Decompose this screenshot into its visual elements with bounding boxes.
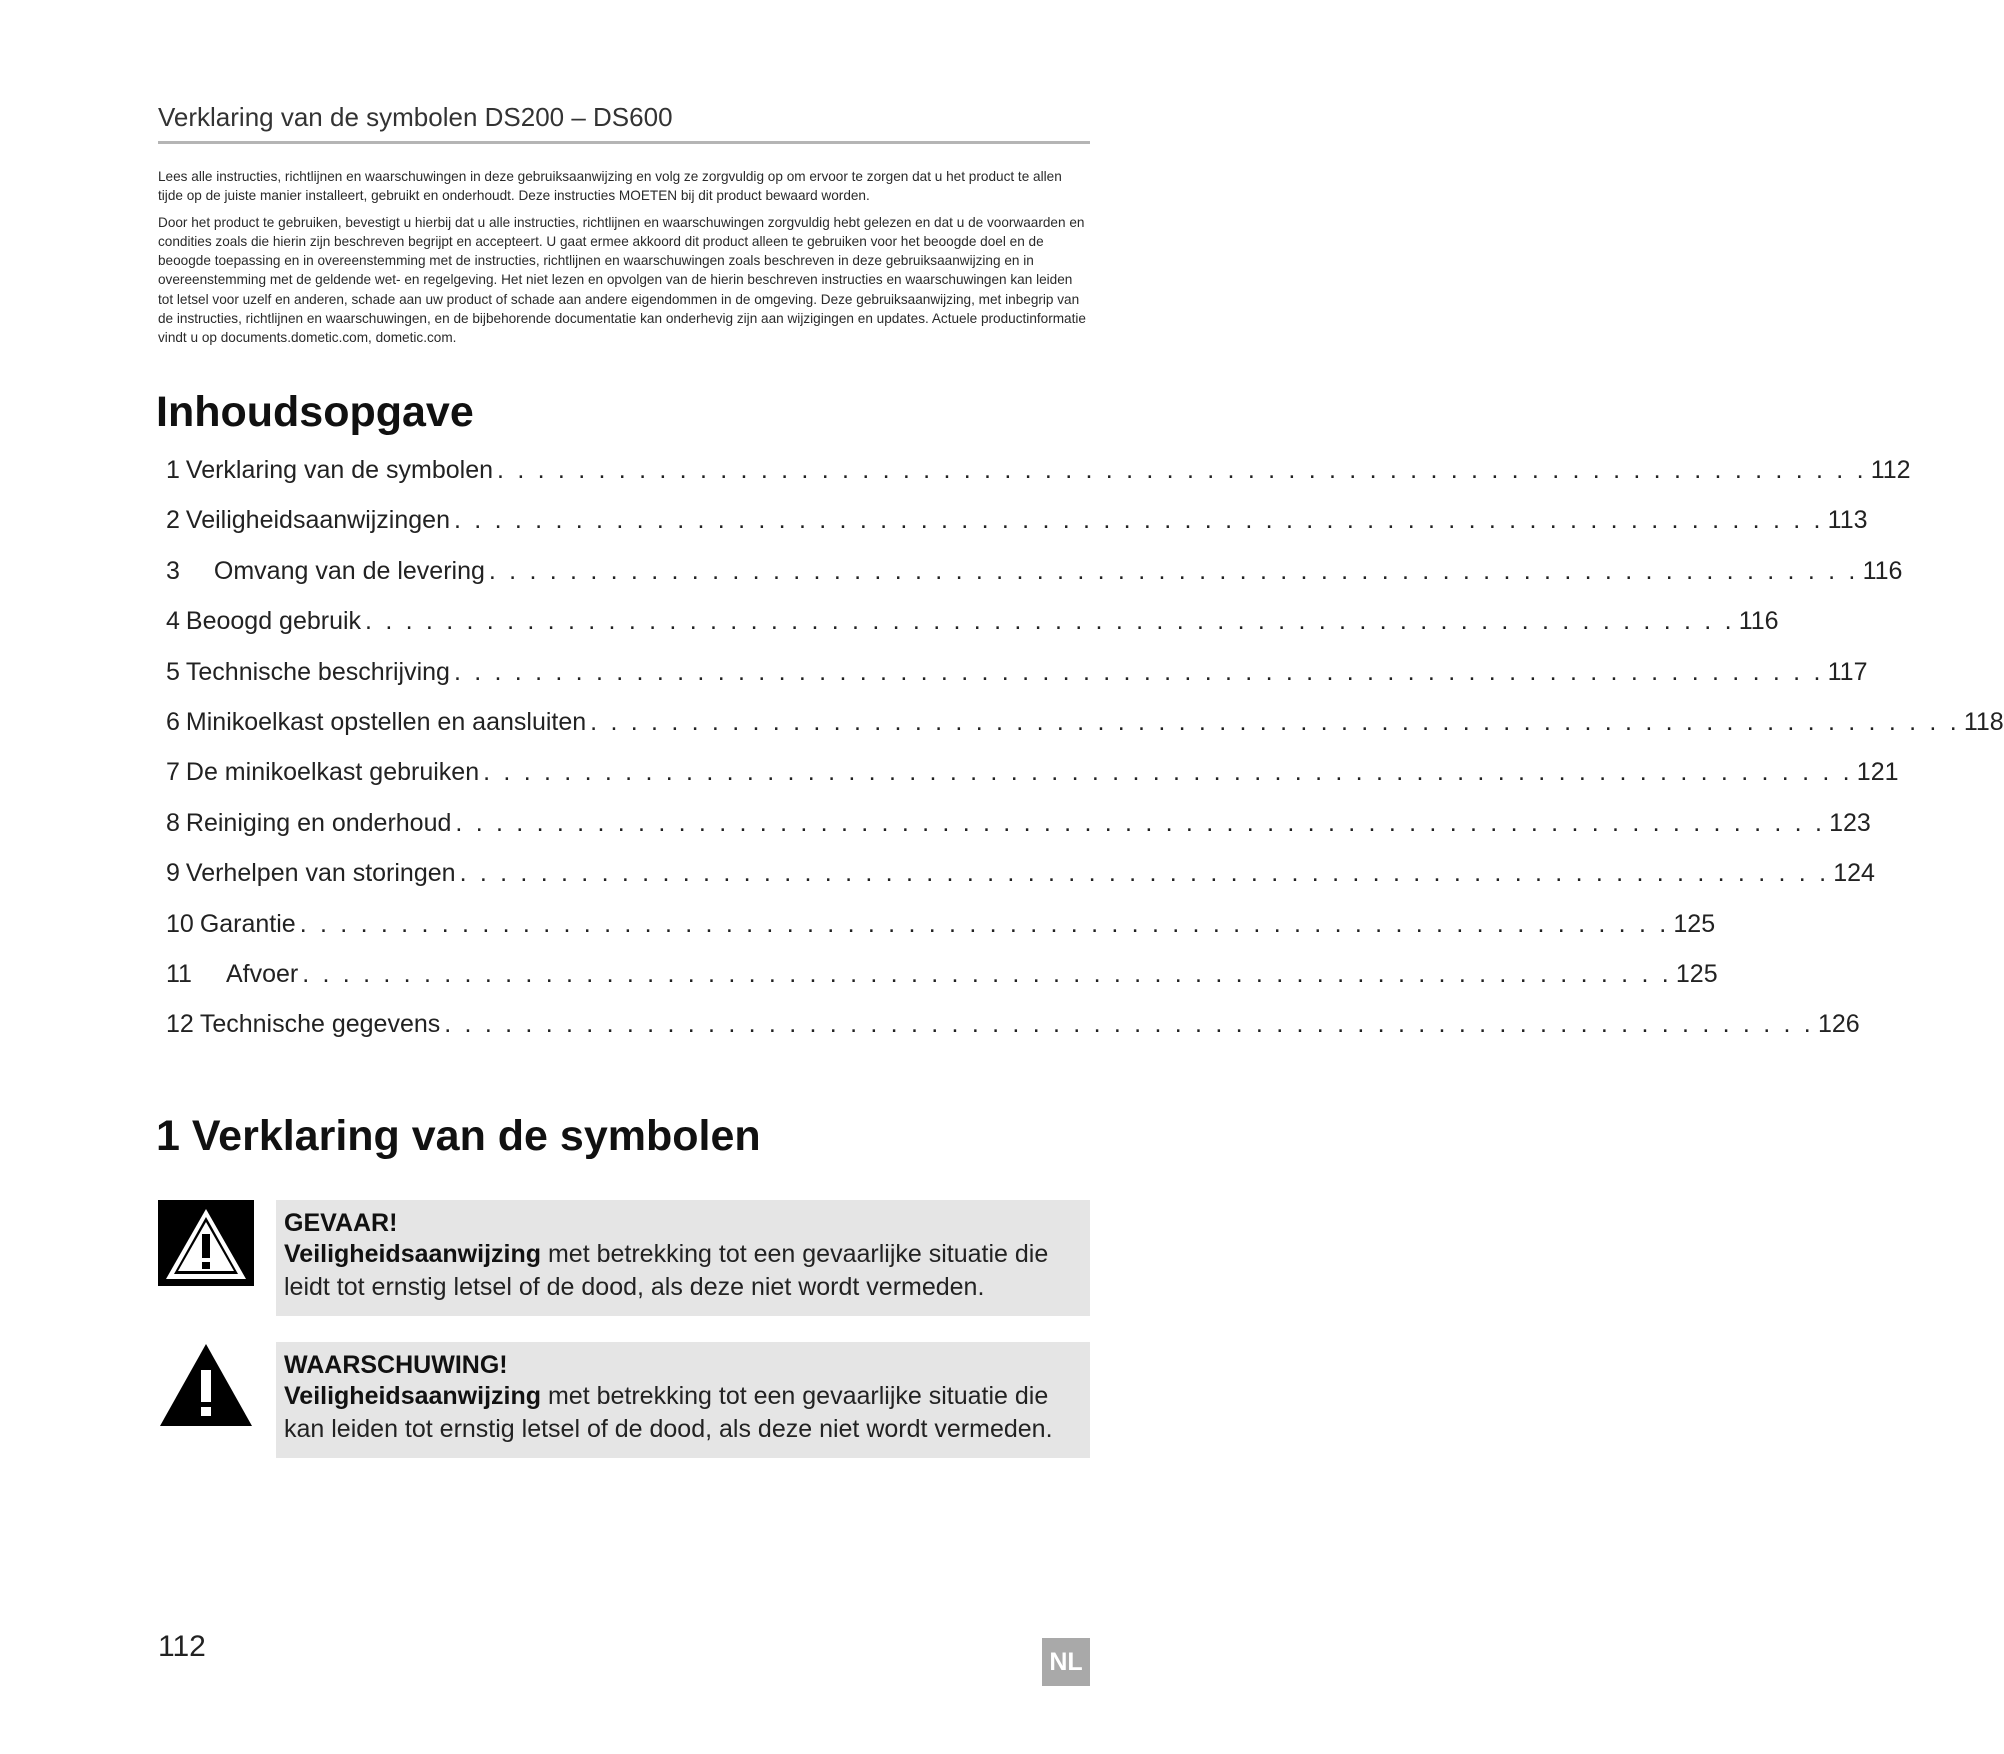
running-header: Verklaring van de symbolen DS200 – DS600	[158, 102, 1090, 144]
toc-item-page: 125	[1673, 909, 1716, 938]
toc-item-label: Garantie	[199, 909, 296, 938]
toc-item[interactable]	[166, 858, 1875, 908]
toc-item-page: 118	[1963, 707, 2004, 736]
intro-paragraph-1: Lees alle instructies, richtlijnen en waarschuwingen in deze gebruiksaanwijzing en volg ze zorgvuldig op om ervoor te zorgen dat u het product te allen tijde op de juiste manier installeert, gebruikt en onderhoudt. Deze instructies MOETEN bij dit product bewaard worden.	[158, 169, 1062, 204]
toc-item[interactable]	[166, 757, 1899, 807]
warning-triangle-icon	[158, 1342, 254, 1428]
toc-leader-dots: . . . . . . . . . . . . . . . . . . . . . . . . . . . . . . . . . . . . . . . . . . . . . . . . . . . . . . . . . . . . . . . . . . . .	[453, 506, 1824, 535]
toc-item-number: 2	[166, 506, 180, 535]
danger-text	[284, 1238, 1080, 1304]
toc-leader-dots: . . . . . . . . . . . . . . . . . . . . . . . . . . . . . . . . . . . . . . . . . . . . . . . . . . . . . . . . . . . . . . . . . . . .	[365, 607, 1735, 636]
toc-item[interactable]	[166, 455, 1911, 505]
danger-notice-box	[276, 1200, 1090, 1316]
warning-label: WAARSCHUWING!	[284, 1351, 508, 1379]
section-title: 1 Verklaring van de symbolen	[156, 1112, 761, 1160]
warning-text-bold: Veiligheidsaanwijzing	[284, 1382, 542, 1410]
danger-label: GEVAAR!	[284, 1209, 398, 1237]
intro-paragraph-2: Door het product te gebruiken, bevestigt u hierbij dat u alle instructies, richtlijnen en waarschuwingen zorgvuldig hebt gelezen en dat u de voorwaarden en condities zoals die hierin zijn beschreven begrijpt en accepteert. U gaat ermee akkoord dit product alleen te gebruiken voor het beoogde doel en de beoogde toepassing en in overeenstemming met de instructies, richtlijnen en waarschuwingen zoals beschreven in deze gebruiksaanwijzing en in overeenstemming met de geldende wet- en regelgeving. Het niet lezen en opvolgen van de hierin beschreven instructies en waarschuwingen kan leiden tot letsel voor uzelf en anderen, schade aan uw product of schade aan andere eigendommen in de omgeving. Deze gebruiksaanwijzing, met inbegrip van de instructies, richtlijnen en waarschuwingen, en de bijbehorende documentatie kan onderhevig zijn aan wijzigingen en updates. Actuele productinformatie vindt u op documents.dometic.com, dometic.com.	[158, 214, 1086, 346]
toc-leader-dots: . . . . . . . . . . . . . . . . . . . . . . . . . . . . . . . . . . . . . . . . . . . . . . . . . . . . . . . . . . . . . . . . . . . .	[488, 556, 1859, 585]
toc-item-number: 4	[166, 607, 180, 636]
toc-item-label: De minikoelkast gebruiken	[185, 758, 480, 787]
toc-item-label: Omvang van de levering	[213, 556, 485, 585]
toc-item-number: 12	[166, 1010, 194, 1039]
toc-item-label: Reiniging en onderhoud	[185, 808, 452, 837]
toc-item-label: Verhelpen van storingen	[185, 859, 456, 888]
language-badge: NL	[1042, 1638, 1090, 1686]
toc-item-page: 112	[1870, 456, 1911, 484]
toc-item-label: Technische beschrijving	[185, 657, 450, 686]
toc-item-number: 8	[166, 808, 180, 837]
toc-item[interactable]	[166, 707, 2004, 757]
warning-text-body: met betrekking tot een gevaarlijke situatie die kan leiden tot ernstig letsel of de dood, als deze niet wordt vermeden.	[284, 1382, 1053, 1443]
toc-item[interactable]	[166, 909, 1716, 959]
toc-item-page: 125	[1675, 959, 1718, 988]
toc-leader-dots: . . . . . . . . . . . . . . . . . . . . . . . . . . . . . . . . . . . . . . . . . . . . . . . . . . . . . . . . . . . . . . . . . . . .	[483, 758, 1853, 787]
danger-text-body: met betrekking tot een gevaarlijke situatie die leidt tot ernstig letsel of de dood, als deze niet wordt vermeden.	[284, 1240, 1049, 1301]
warning-text	[284, 1380, 1080, 1446]
toc-item[interactable]	[166, 556, 1903, 606]
toc-leader-dots: . . . . . . . . . . . . . . . . . . . . . . . . . . . . . . . . . . . . . . . . . . . . . . . . . . . . . . . . . . . . . . . . . . . .	[590, 707, 1960, 736]
toc-leader-dots: . . . . . . . . . . . . . . . . . . . . . . . . . . . . . . . . . . . . . . . . . . . . . . . . . . . . . . . . . . . . . . . . . . . .	[302, 959, 1672, 988]
toc-item-label: Minikoelkast opstellen en aansluiten	[185, 707, 587, 736]
toc-item-number: 11	[166, 959, 192, 988]
intro-text	[158, 167, 1090, 355]
toc-item-label: Beoogd gebruik	[185, 607, 362, 636]
toc-leader-dots: . . . . . . . . . . . . . . . . . . . . . . . . . . . . . . . . . . . . . . . . . . . . . . . . . . . . . . . . . . . . . . . . . . . .	[453, 657, 1824, 686]
toc-item-page: 126	[1817, 1010, 1860, 1039]
toc-leader-dots: . . . . . . . . . . . . . . . . . . . . . . . . . . . . . . . . . . . . . . . . . . . . . . . . . . . . . . . . . . . . . . . . . . . .	[444, 1010, 1814, 1039]
warning-notice	[158, 1342, 1090, 1458]
toc-item-page: 116	[1862, 556, 1903, 585]
toc-item-number: 10	[166, 909, 194, 938]
toc-item-page: 124	[1833, 859, 1875, 888]
table-of-contents	[166, 455, 2004, 1060]
danger-notice	[158, 1200, 1090, 1316]
toc-leader-dots: . . . . . . . . . . . . . . . . . . . . . . . . . . . . . . . . . . . . . . . . . . . . . . . . . . . . . . . . . . . . . . . . . . . .	[497, 456, 1867, 484]
toc-item-label: Veiligheidsaanwijzingen	[185, 506, 450, 535]
toc-item-number: 9	[166, 859, 180, 888]
toc-item-page: 116	[1738, 607, 1779, 636]
toc-item-number: 3	[166, 556, 180, 585]
toc-item[interactable]	[166, 606, 1779, 656]
toc-item[interactable]	[166, 808, 1871, 858]
toc-item-number: 6	[166, 707, 180, 736]
toc-item-label: Verklaring van de symbolen	[185, 456, 494, 484]
warning-notice-box	[276, 1342, 1090, 1458]
toc-leader-dots: . . . . . . . . . . . . . . . . . . . . . . . . . . . . . . . . . . . . . . . . . . . . . . . . . . . . . . . . . . . . . . . . . . . .	[459, 859, 1830, 888]
toc-item-label: Technische gegevens	[199, 1010, 441, 1039]
danger-text-bold: Veiligheidsaanwijzing	[284, 1240, 542, 1268]
toc-item-page: 121	[1856, 758, 1899, 787]
toc-leader-dots: . . . . . . . . . . . . . . . . . . . . . . . . . . . . . . . . . . . . . . . . . . . . . . . . . . . . . . . . . . . . . . . . . . . .	[455, 808, 1826, 837]
toc-title: Inhoudsopgave	[156, 388, 474, 436]
toc-item-page: 117	[1827, 657, 1868, 686]
toc-item-number: 1	[166, 456, 180, 484]
toc-item-page: 123	[1829, 808, 1871, 837]
toc-item[interactable]	[166, 505, 1868, 555]
toc-item[interactable]	[166, 657, 1868, 707]
page-number: 112	[158, 1630, 206, 1663]
toc-leader-dots: . . . . . . . . . . . . . . . . . . . . . . . . . . . . . . . . . . . . . . . . . . . . . . . . . . . . . . . . . . . . . . . . . . . .	[299, 909, 1670, 938]
toc-item-label: Afvoer	[225, 959, 299, 988]
toc-item-number: 5	[166, 657, 180, 686]
toc-item-number: 7	[166, 758, 180, 787]
danger-warning-icon	[158, 1200, 254, 1286]
toc-item-page: 113	[1827, 506, 1868, 535]
toc-item[interactable]	[166, 1009, 1860, 1059]
toc-item[interactable]	[166, 959, 1718, 1009]
